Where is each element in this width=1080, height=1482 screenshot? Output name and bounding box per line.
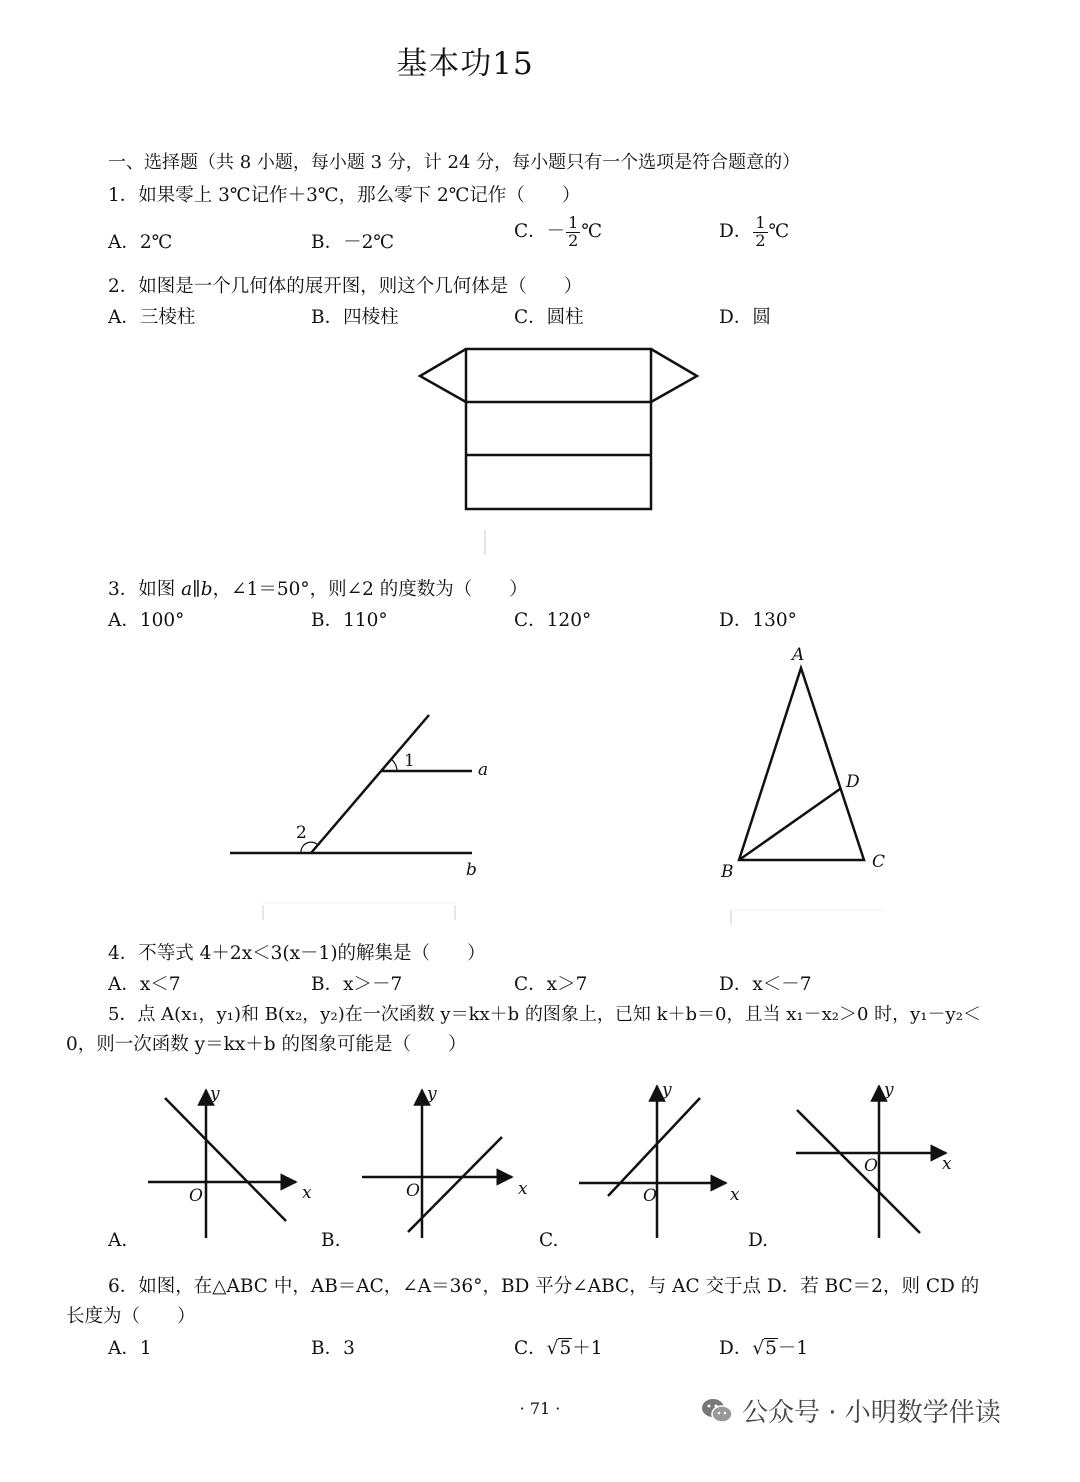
q6-option-a: A．1 xyxy=(108,1338,152,1359)
q3-stem: 3．如图 a∥b，∠1＝50°，则∠2 的度数为（ ） xyxy=(108,579,528,600)
graph-d-origin-label: O xyxy=(864,1156,878,1176)
angle-1-label: 1 xyxy=(404,751,415,771)
q4-option-b: B．x＞－7 xyxy=(311,974,403,995)
q1-option-d: D． $\frac{1}{2}$ ℃ xyxy=(719,213,790,250)
graph-a-origin-label: O xyxy=(189,1186,203,1206)
q1-option-a: A．2℃ xyxy=(108,232,173,253)
watermark xyxy=(700,1392,1001,1429)
q2-option-d: D．圆 xyxy=(719,307,771,328)
q6-option-b: B．3 xyxy=(311,1338,355,1359)
q5-line1: 5．点 A(x₁，y₁)和 B(x₂，y₂)在一次函数 y＝kx＋b 的图象上，已知 k＋b＝0，且当 x₁－x₂＞0 时，y₁－y₂＜ xyxy=(108,1004,981,1025)
q1-stem: 1．如果零上 3℃记作＋3℃，那么零下 2℃记作（ ） xyxy=(108,185,581,206)
q3-option-a: A．100° xyxy=(108,610,185,631)
q5-line2: 0，则一次函数 y＝kx＋b 的图象可能是（ ） xyxy=(66,1034,467,1055)
q5-option-c: C. xyxy=(539,1230,559,1251)
wechat-icon xyxy=(700,1397,734,1425)
vertex-d-label: D xyxy=(846,772,860,792)
graph-a-x-label: x xyxy=(302,1183,312,1203)
vertex-b-label: B xyxy=(721,862,734,882)
graph-d-x-label: x xyxy=(942,1154,952,1174)
line-a-label: a xyxy=(478,760,489,780)
graph-b-y-label: y xyxy=(427,1084,437,1104)
graph-c-y-label: y xyxy=(662,1080,672,1100)
section-heading: 一、选择题（共 8 小题，每小题 3 分，计 24 分，每小题只有一个选项是符合题意的） xyxy=(108,152,801,173)
page-title: 基本功15 xyxy=(396,46,534,82)
q6-line2: 长度为（ ） xyxy=(66,1306,196,1327)
q2-option-c: C．圆柱 xyxy=(514,307,584,328)
vertex-c-label: C xyxy=(872,852,886,872)
page-number: · 71 · xyxy=(519,1399,561,1418)
line-b-label: b xyxy=(466,860,477,880)
graph-c-x-label: x xyxy=(730,1185,740,1205)
graph-d-y-label: y xyxy=(884,1080,894,1100)
graph-c-origin-label: O xyxy=(643,1186,657,1206)
q3-option-d: D．130° xyxy=(719,610,797,631)
q1-option-b: B．－2℃ xyxy=(311,232,395,253)
graph-b-x-label: x xyxy=(518,1179,528,1199)
q5-option-d: D. xyxy=(748,1230,769,1251)
q6-line1: 6．如图，在△ABC 中，AB＝AC，∠A＝36°，BD 平分∠ABC，与 AC 交于点 D．若 BC＝2，则 CD 的 xyxy=(108,1276,980,1297)
q6-option-d: D．√5－1 xyxy=(719,1338,809,1359)
graph-a-y-label: y xyxy=(210,1084,220,1104)
q6-option-c: C．√5＋1 xyxy=(514,1338,603,1359)
graph-b-origin-label: O xyxy=(406,1181,420,1201)
vertex-a-label: A xyxy=(792,645,805,665)
q2-stem: 2．如图是一个几何体的展开图，则这个几何体是（ ） xyxy=(108,276,583,297)
q5-option-b: B. xyxy=(321,1230,341,1251)
q4-option-c: C．x＞7 xyxy=(514,974,588,995)
watermark-text: 公众号 · 小明数学伴读 xyxy=(742,1398,1001,1428)
q4-option-d: D．x＜－7 xyxy=(719,974,812,995)
q4-stem: 4．不等式 4＋2x＜3(x－1)的解集是（ ） xyxy=(108,943,486,964)
q3-option-b: B．110° xyxy=(311,610,388,631)
q5-option-a: A. xyxy=(108,1230,128,1251)
q3-option-c: C．120° xyxy=(514,610,592,631)
q2-option-a: A．三棱柱 xyxy=(108,307,196,328)
q2-option-b: B．四棱柱 xyxy=(311,307,399,328)
q4-option-a: A．x＜7 xyxy=(108,974,181,995)
q1-option-c: C．－ $\frac{1}{2}$ ℃ xyxy=(514,213,603,250)
angle-2-label: 2 xyxy=(296,823,307,843)
